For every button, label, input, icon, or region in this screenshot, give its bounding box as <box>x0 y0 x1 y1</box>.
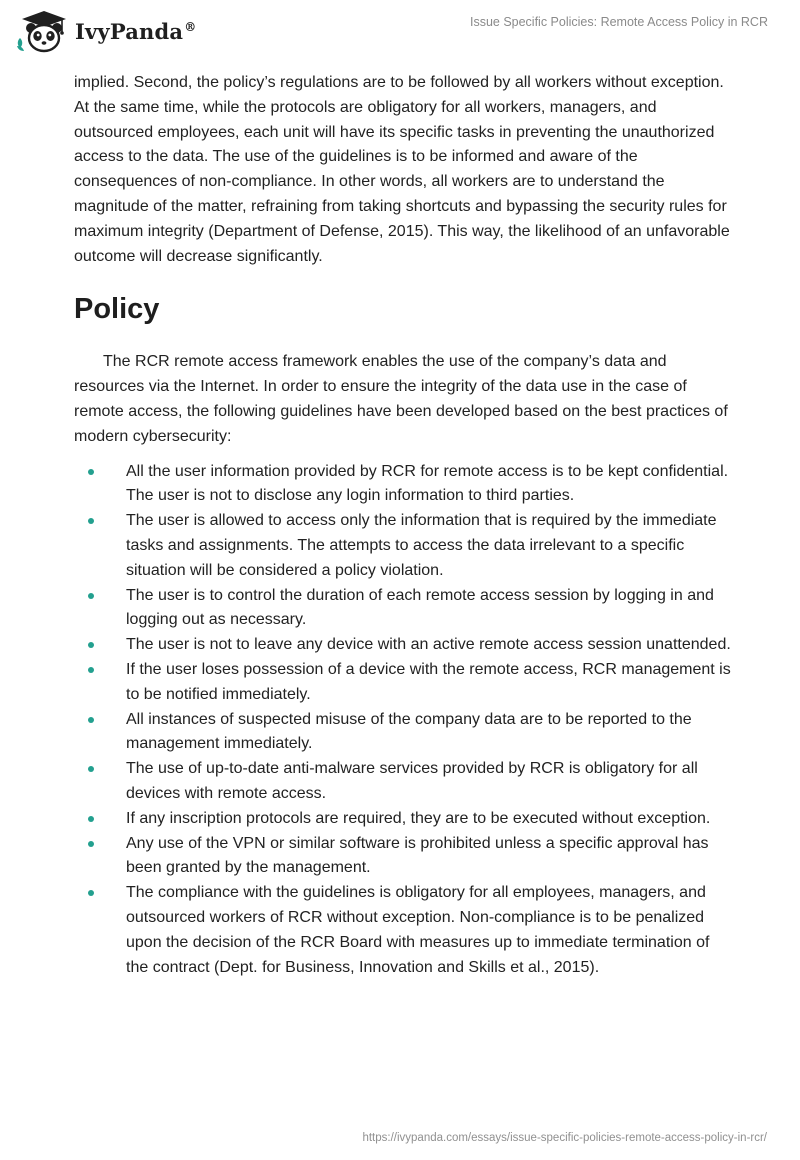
list-item: All the user information provided by RCR for remote access is to be kept confidential. The user is not to disclose any login information to third parties. <box>74 460 734 510</box>
document-body <box>74 71 734 980</box>
list-item: If the user loses possession of a device with the remote access, RCR management is to be notified immediately. <box>74 658 734 708</box>
source-url-link[interactable]: https://ivypanda.com/essays/issue-specific-policies-remote-access-policy-in-rcr/ <box>362 1132 767 1144</box>
bullet-icon <box>88 890 94 896</box>
section-heading-policy: Policy <box>74 293 160 326</box>
guidelines-list <box>74 460 734 981</box>
list-item: The user is to control the duration of each remote access session by logging in and logging out as necessary. <box>74 584 734 634</box>
intro-paragraph: implied. Second, the policy’s regulations are to be followed by all workers without exception. At the same time, while the protocols are obligatory for all workers, managers, and outsourced employees, each unit will have its specific tasks in preventing the unauthorized access to the data. The use of the guidelines is to be informed and aware of the consequences of non-compliance. In other words, all workers are to understand the magnitude of the matter, refraining from taking shortcuts and bypassing the security rules for maximum integrity (Department of Defense, 2015). This way, the likelihood of an unfavorable outcome will decrease significantly. <box>74 74 730 265</box>
bullet-icon <box>88 642 94 648</box>
list-item: The use of up-to-date anti-malware services provided by RCR is obligatory for all devices with remote access. <box>74 757 734 807</box>
list-item: The user is allowed to access only the information that is required by the immediate tasks and assignments. The attempts to access the data irrelevant to a specific situation will be considered a policy violation. <box>74 509 734 583</box>
panda-graduate-icon <box>14 8 70 54</box>
list-item: All instances of suspected misuse of the company data are to be reported to the management immediately. <box>74 708 734 758</box>
bullet-icon <box>88 469 94 475</box>
list-item: Any use of the VPN or similar software is prohibited unless a specific approval has been granted by the management. <box>74 832 734 882</box>
page-header <box>0 0 800 60</box>
list-item: The compliance with the guidelines is obligatory for all employees, managers, and outsourced workers of RCR without exception. Non-compliance is to be penalized upon the decision of the RCR Board with measures up to immediate termination of the contract (Dept. for Business, Innovation and Skills et al., 2015). <box>74 881 734 980</box>
bullet-icon <box>88 717 94 723</box>
brand-logo[interactable] <box>14 8 196 54</box>
document-title: Issue Specific Policies: Remote Access Policy in RCR <box>469 15 768 29</box>
list-item: The user is not to leave any device with an active remote access session unattended. <box>74 633 734 658</box>
list-item: If any inscription protocols are required, they are to be executed without exception. <box>74 807 734 832</box>
bullet-icon <box>88 816 94 822</box>
bullet-icon <box>88 593 94 599</box>
brand-name: IvyPanda® <box>75 18 197 44</box>
bullet-icon <box>88 667 94 673</box>
policy-paragraph: The RCR remote access framework enables the use of the company’s data and resources via the Internet. In order to ensure the integrity of the data use in the case of remote access, the following guidelines have been developed based on the best practices of modern cybersecurity: <box>74 353 728 445</box>
bullet-icon <box>88 518 94 524</box>
bullet-icon <box>88 766 94 772</box>
bullet-icon <box>88 841 94 847</box>
